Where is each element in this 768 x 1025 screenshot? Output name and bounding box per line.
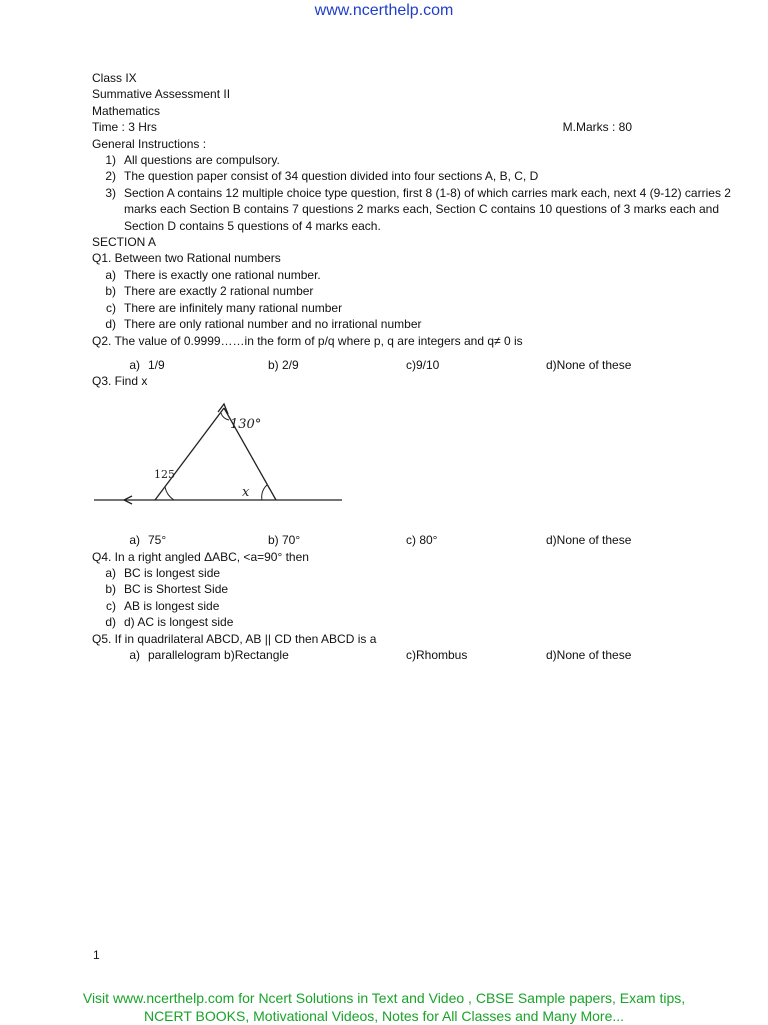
class-label: Class IX <box>92 71 137 85</box>
question-5: Q5. If in quadrilateral ABCD, AB || CD then ABCD is a <box>92 631 377 646</box>
question-3: Q3. Find x <box>92 374 148 389</box>
question-3-options <box>92 532 732 548</box>
option-text: d)None of these <box>546 357 632 372</box>
question-1-options <box>92 267 732 333</box>
option-letter: c) <box>106 598 116 613</box>
option-letter: b) <box>105 582 116 597</box>
instruction-text: The question paper consist of 34 question divided into four sections A, B, C, D <box>124 169 539 184</box>
option-letter: a) <box>129 647 140 662</box>
angle-top-label: 130° <box>230 416 262 432</box>
footer-line-2[interactable]: NCERT BOOKS, Motivational Videos, Notes for All Classes and Many More... <box>143 1008 625 1024</box>
option-text: There are exactly 2 rational number <box>124 284 314 299</box>
instruction-number: 3) <box>105 185 116 200</box>
section-heading: SECTION A <box>92 235 157 250</box>
assessment-label: Summative Assessment II <box>92 87 231 102</box>
option-text: AB is longest side <box>124 598 220 613</box>
option-text: d)None of these <box>546 533 632 548</box>
option-text: 1/9 <box>148 357 165 372</box>
option-item <box>92 581 732 597</box>
triangle-figure <box>92 400 732 516</box>
question-1: Q1. Between two Rational numbers <box>92 251 281 266</box>
option-text: 75° <box>148 533 167 548</box>
left-side-line <box>155 408 224 500</box>
question-2: Q2. The value of 0.9999……in the form of p/q where p, q are integers and q≠ 0 is <box>92 333 523 348</box>
time-marks-row <box>92 119 732 135</box>
question-2-options <box>92 357 732 373</box>
option-text: There are infinitely many rational number <box>124 300 343 315</box>
triangle-diagram <box>92 400 352 512</box>
footer-banner <box>0 989 768 1025</box>
option-text: b) 2/9 <box>268 357 299 372</box>
option-letter: d) <box>105 317 116 332</box>
subject-label: Mathematics <box>92 103 161 118</box>
instruction-item <box>92 185 732 234</box>
option-text: d)None of these <box>546 647 632 662</box>
option-item <box>92 614 732 630</box>
angle-x-label: x <box>242 484 250 500</box>
instructions-title: General Instructions : <box>92 136 207 151</box>
option-text: c) 80° <box>406 533 438 548</box>
option-letter: b) <box>105 284 116 299</box>
option-letter: a) <box>105 267 116 282</box>
option-letter: a) <box>129 533 140 548</box>
option-item <box>92 267 732 283</box>
option-text: b) 70° <box>268 533 301 548</box>
option-letter: a) <box>105 565 116 580</box>
option-item <box>92 565 732 581</box>
document-body <box>92 70 732 663</box>
angle-arc-left <box>165 487 174 500</box>
question-5-options <box>92 647 732 663</box>
question-4-options <box>92 565 732 631</box>
option-item <box>92 598 732 614</box>
instruction-text: Section A contains 12 multiple choice type question, first 8 (1-8) of which carries mark each, next 4 (9-12) carries 2 marks each Section B contains 7 questions 2 marks each, Section C contains 10 questions of 3 marks each and Section D contains 5 questions of 4 marks each. <box>124 185 731 233</box>
angle-left-label: 125 <box>154 467 175 481</box>
option-letter: c) <box>106 300 116 315</box>
instruction-number: 2) <box>105 169 116 184</box>
page-number: 1 <box>93 948 100 962</box>
option-letter: a) <box>129 357 140 372</box>
footer-line-1[interactable]: Visit www.ncerthelp.com for Ncert Solutions in Text and Video , CBSE Sample papers, Exam tips, <box>82 990 686 1006</box>
site-link[interactable]: www.ncerthelp.com <box>314 2 454 19</box>
option-text: c)Rhombus <box>406 647 468 662</box>
instruction-item <box>92 152 732 168</box>
marks-label: M.Marks : 80 <box>562 120 632 135</box>
option-text: c)9/10 <box>406 357 440 372</box>
option-text: parallelogram b)Rectangle <box>148 647 289 662</box>
option-text: BC is longest side <box>124 565 221 580</box>
instruction-text: All questions are compulsory. <box>124 153 280 168</box>
time-label: Time : 3 Hrs <box>92 120 157 135</box>
site-header <box>0 2 768 20</box>
option-text: There are only rational number and no irrational number <box>124 317 422 332</box>
instruction-item <box>92 168 732 184</box>
option-text: d) AC is longest side <box>124 615 234 630</box>
question-4: Q4. In a right angled ΔABC, <a=90° then <box>92 549 309 564</box>
option-item <box>92 300 732 316</box>
option-item <box>92 316 732 332</box>
angle-arc-x <box>262 485 267 500</box>
option-letter: d) <box>105 615 116 630</box>
option-text: There is exactly one rational number. <box>124 267 321 282</box>
instructions-list <box>92 152 732 234</box>
option-text: BC is Shortest Side <box>124 582 229 597</box>
instruction-number: 1) <box>105 153 116 168</box>
option-item <box>92 283 732 299</box>
